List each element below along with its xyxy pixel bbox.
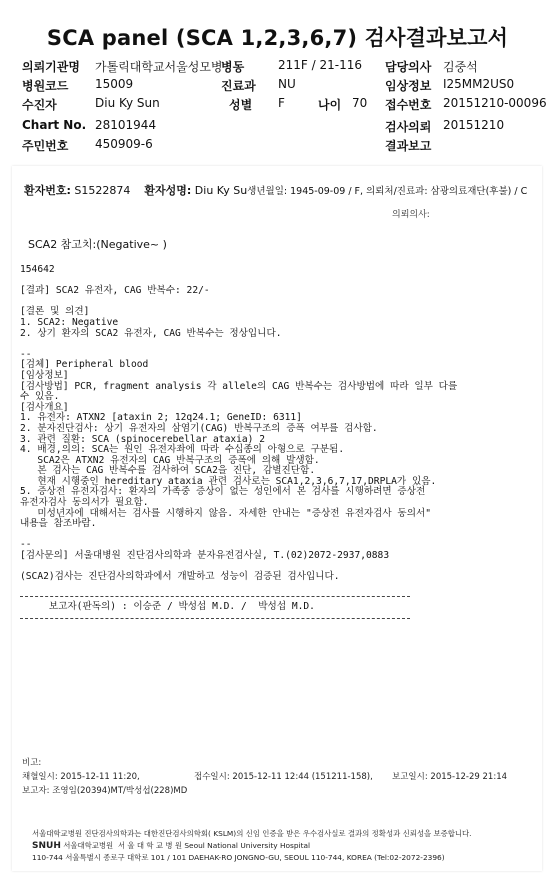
label-requesting-institution: 의뢰기관명 <box>22 60 80 74</box>
patient-no: S1522874 <box>74 184 131 197</box>
report-line: 154642 <box>20 264 55 275</box>
patient-name-label: 환자성명: <box>144 184 192 197</box>
snuh-logo-small: 서울대학교병원 <box>63 841 114 850</box>
report-line: 2. 상기 환자의 SCA2 유전자, CAG 반복수는 정상입니다. <box>20 327 282 339</box>
label-result-report: 결과보고 <box>385 139 432 153</box>
reporter-line: 보고자(판독의) : 이승준 / 박성섭 M.D. / 박성섭 M.D. <box>20 601 315 612</box>
report-line: 현재 시행중인 hereditary ataxia 관련 검사로는 SCA1,2,3,6,7,17,DRPLA가 있음. <box>20 475 437 487</box>
value-hospital-code: 15009 <box>95 77 134 91</box>
report-datetime: 보고일시: 2015-12-29 21:14 <box>392 772 508 782</box>
value-requesting-institution: 가톨릭대학교서울성모병 <box>95 60 223 74</box>
report-line: (SCA2)검사는 진단검사의학과에서 개발하고 성능이 검증된 검사입니다. <box>20 571 340 583</box>
label-ward: 병동 <box>221 60 245 74</box>
label-department: 진료과 <box>221 79 256 93</box>
label-accession-no: 접수번호 <box>385 98 432 112</box>
value-age: 70 <box>352 96 368 110</box>
value-chart-no: 28101944 <box>95 118 157 132</box>
receive-datetime: 접수일시: 2015-12-11 12:44 (151211-158), <box>194 772 373 782</box>
report-line: [검체] Peripheral blood <box>20 359 149 371</box>
report-line: [결과] SCA2 유전자, CAG 반복수: 22/- <box>20 285 210 297</box>
value-clinical-info: I25MM2US0 <box>443 77 515 91</box>
label-chart-no: Chart No. <box>22 118 87 132</box>
patient-details: 생년월일: 1945-09-09 / F, 의뢰처/진료과: 삼광의료재단(후불) / C <box>247 186 528 197</box>
reference-range: SCA2 참고치:(Negative~ ) <box>28 238 167 251</box>
value-resident-no: 450909-6 <box>95 137 153 151</box>
report-line: 2. 분자진단검사: 상기 유전자의 삼염기(CAG) 반복구조의 증폭 여부를 검사함. <box>20 422 378 434</box>
divider-bottom <box>20 618 410 619</box>
hospital-name: 서 울 대 학 교 병 원 Seoul National University Hospital <box>117 841 311 850</box>
report-line: 미성년자에 대해서는 검사를 시행하지 않음. 자세한 안내는 "증상전 유전자검사 동의서" <box>20 507 432 519</box>
label-attending-doctor: 담당의사 <box>385 60 432 74</box>
value-accession-no: 20151210-00096 <box>443 96 547 110</box>
label-hospital-code: 병원코드 <box>22 79 69 93</box>
snuh-logo: SNUH <box>32 841 61 851</box>
certification-text: 서울대학교병원 진단검사의학과는 대한진단검사의학회( KSLM)의 신임 인증을 받은 우수검사실로 결과의 정확성과 신뢰성을 보증합니다. <box>32 829 472 838</box>
value-ward: 211F / 21-116 <box>278 58 362 72</box>
value-sex: F <box>278 96 285 110</box>
hospital-line <box>32 840 310 851</box>
value-department: NU <box>278 77 296 91</box>
remark: 비고: <box>22 758 42 768</box>
report-line: -- <box>20 539 32 551</box>
report-title: SCA panel (SCA 1,2,3,6,7) 검사결과보고서 <box>46 26 509 50</box>
label-clinical-info: 임상정보 <box>385 79 432 93</box>
requesting-doctor-line: 의뢰의사: <box>392 210 430 220</box>
report-line: 1. 유전자: ATXN2 [ataxin 2; 12q24.1; GeneID: 6311] <box>20 412 302 424</box>
value-patient: Diu Ky Sun <box>95 96 160 110</box>
patient-line <box>24 182 527 198</box>
label-sex: 성별 <box>229 98 253 112</box>
report-line <box>20 339 457 350</box>
patient-no-label: 환자번호: <box>24 184 71 197</box>
collect-datetime: 채혈일시: 2015-12-11 11:20, <box>22 772 140 782</box>
report-line <box>20 530 457 541</box>
scanned-report <box>12 166 542 871</box>
value-test-request: 20151210 <box>443 118 505 132</box>
report-line: 1. SCA2: Negative <box>20 316 119 328</box>
patient-name: Diu Ky Su <box>194 184 248 197</box>
report-line: 유전자검사 동의서가 필요함. <box>20 497 149 509</box>
report-line: 내용을 참조바람. <box>20 518 97 530</box>
label-test-request: 검사의뢰 <box>385 120 432 134</box>
divider-top <box>20 596 410 597</box>
hospital-address: 110-744 서울특별시 종로구 대학로 101 / 101 DAEHAK-RO JONGNO-GU, SEOUL 110-744, KOREA (Tel:02-2072-2396) <box>32 853 445 862</box>
report-line: [결론 및 의견] <box>20 306 90 318</box>
report-line: [검사개요] <box>20 401 69 413</box>
report-staff: 보고자: 조영임(20394)MT/박성섭(228)MD <box>22 786 188 796</box>
report-line: 3. 관련 질환: SCA (spinocerebellar ataxia) 2 <box>20 433 266 445</box>
report-line: 4. 배경,의의: SCA는 원인 유전자좌에 따라 수십종의 아형으로 구분됨. <box>20 444 345 456</box>
report-line: [검사방법] PCR, fragment analysis 각 allele의 CAG 반복수는 검사방법에 따라 일부 다를 <box>20 380 458 392</box>
report-line: -- <box>20 348 32 360</box>
report-line: [임상정보] <box>20 369 69 381</box>
label-age: 나이 <box>318 98 342 112</box>
report-line: 5. 증상전 유전자검사: 환자의 가족중 증상이 없는 성인에서 본 검사를 시행하려면 증상전 <box>20 486 426 498</box>
report-line: SCA2은 ATXN2 유전자의 CAG 반복구조의 증폭에 의해 발생함. <box>20 454 320 466</box>
value-attending-doctor: 김중석 <box>443 60 478 74</box>
report-line: 본 검사는 CAG 반복수를 검사하여 SCA2을 진단, 감별진단함. <box>20 465 316 477</box>
report-line: 수 있음. <box>20 391 60 403</box>
report-body <box>20 265 457 583</box>
label-patient: 수진자 <box>22 98 57 112</box>
label-resident-no: 주민번호 <box>22 139 69 153</box>
report-line: [검사문의] 서울대병원 진단검사의학과 분자유전검사실, T.(02)2072-2937,0883 <box>20 550 390 562</box>
